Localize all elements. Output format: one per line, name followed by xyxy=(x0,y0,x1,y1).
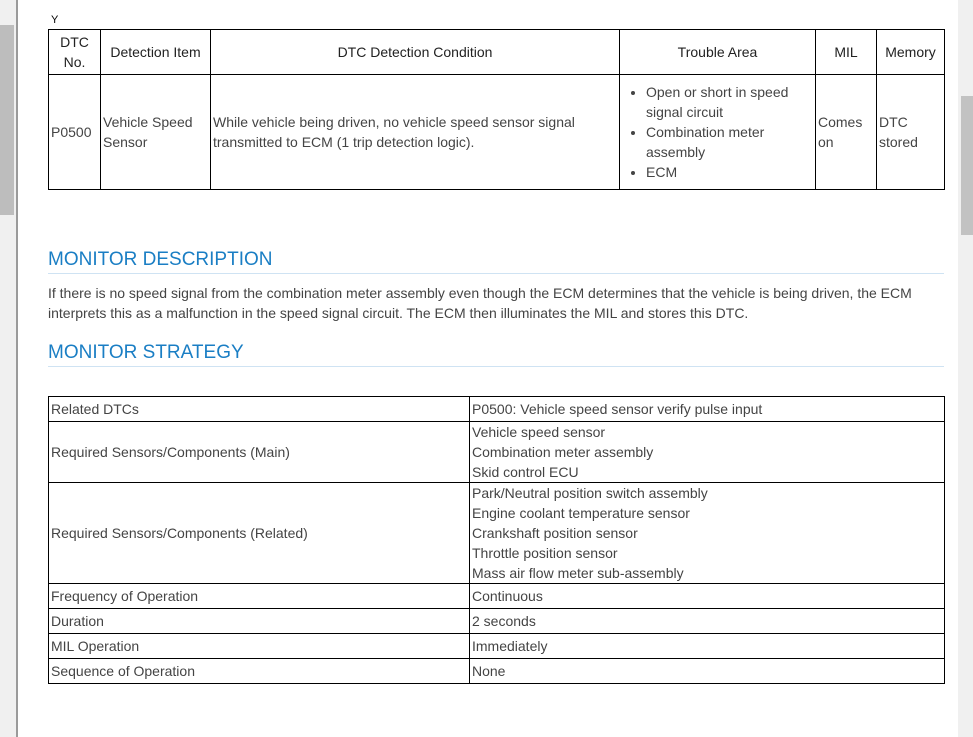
table-row xyxy=(49,422,945,483)
right-scrollbar[interactable] xyxy=(958,0,973,737)
table-row xyxy=(49,634,945,659)
strategy-value-line: Park/Neutral position switch assembly xyxy=(472,485,708,501)
strategy-value-line: Mass air flow meter sub-assembly xyxy=(472,565,684,581)
strategy-value-line: P0500: Vehicle speed sensor verify pulse input xyxy=(472,401,763,417)
strategy-value-line: Engine coolant temperature sensor xyxy=(472,505,690,521)
trouble-area xyxy=(620,75,816,190)
header-mil: MIL xyxy=(816,30,877,75)
table-row xyxy=(49,397,945,422)
strategy-value xyxy=(470,422,945,483)
right-scrollbar-thumb[interactable] xyxy=(961,96,973,235)
monitor-description-text: If there is no speed signal from the combination meter assembly even though the ECM determines that the vehicle is being driven, the ECM interprets this as a malfunction in the speed signal circuit. The ECM then illuminates the MIL and stores this DTC. xyxy=(48,285,912,321)
strategy-label: Sequence of Operation xyxy=(49,659,470,684)
strategy-value xyxy=(470,609,945,634)
mil-value: Comes on xyxy=(816,75,877,190)
strategy-label: Required Sensors/Components (Main) xyxy=(49,422,470,483)
left-scrollbar[interactable] xyxy=(0,0,18,737)
marker-text: Y xyxy=(51,14,59,26)
strategy-value-line: Crankshaft position sensor xyxy=(472,525,638,541)
strategy-value-line: Combination meter assembly xyxy=(472,444,654,460)
strategy-value-line: Vehicle speed sensor xyxy=(472,424,606,440)
strategy-label: MIL Operation xyxy=(49,634,470,659)
strategy-value-line: Skid control ECU xyxy=(472,464,579,480)
strategy-label: Duration xyxy=(49,609,470,634)
monitor-strategy-table xyxy=(48,396,945,684)
table-row xyxy=(49,609,945,634)
table-row xyxy=(49,483,945,584)
dtc-code: P0500 xyxy=(49,75,101,190)
header-detection-item: Detection Item xyxy=(101,30,211,75)
left-scrollbar-thumb[interactable] xyxy=(0,25,14,215)
header-memory: Memory xyxy=(877,30,945,75)
header-trouble-area: Trouble Area xyxy=(620,30,816,75)
strategy-value xyxy=(470,584,945,609)
strategy-value-line: 2 seconds xyxy=(472,613,536,629)
strategy-value xyxy=(470,634,945,659)
strategy-value xyxy=(470,483,945,584)
monitor-strategy-heading: MONITOR STRATEGY xyxy=(48,342,944,367)
detection-item: Vehicle Speed Sensor xyxy=(101,75,211,190)
list-item: • Open or short in speed signal circuit xyxy=(646,82,813,122)
table-header-row xyxy=(49,30,945,75)
strategy-label: Required Sensors/Components (Related) xyxy=(49,483,470,584)
header-detection-condition: DTC Detection Condition xyxy=(211,30,620,75)
strategy-label: Related DTCs xyxy=(49,397,470,422)
strategy-value xyxy=(470,397,945,422)
strategy-value-line: None xyxy=(472,663,506,679)
strategy-label: Frequency of Operation xyxy=(49,584,470,609)
strategy-value-line: Continuous xyxy=(472,588,543,604)
strategy-value-line: Immediately xyxy=(472,638,548,654)
strategy-value xyxy=(470,659,945,684)
list-item: • ECM xyxy=(646,162,813,182)
strategy-value-line: Throttle position sensor xyxy=(472,545,618,561)
table-row xyxy=(49,659,945,684)
table-row xyxy=(49,75,945,190)
memory-value: DTC stored xyxy=(877,75,945,190)
detection-condition: While vehicle being driven, no vehicle speed sensor signal transmitted to ECM (1 trip detection logic). xyxy=(211,75,620,190)
list-item: • Combination meter assembly xyxy=(646,122,813,162)
monitor-description-heading: MONITOR DESCRIPTION xyxy=(48,249,944,274)
dtc-table xyxy=(48,29,945,190)
table-row xyxy=(49,584,945,609)
header-dtc-no: DTC No. xyxy=(49,30,101,75)
